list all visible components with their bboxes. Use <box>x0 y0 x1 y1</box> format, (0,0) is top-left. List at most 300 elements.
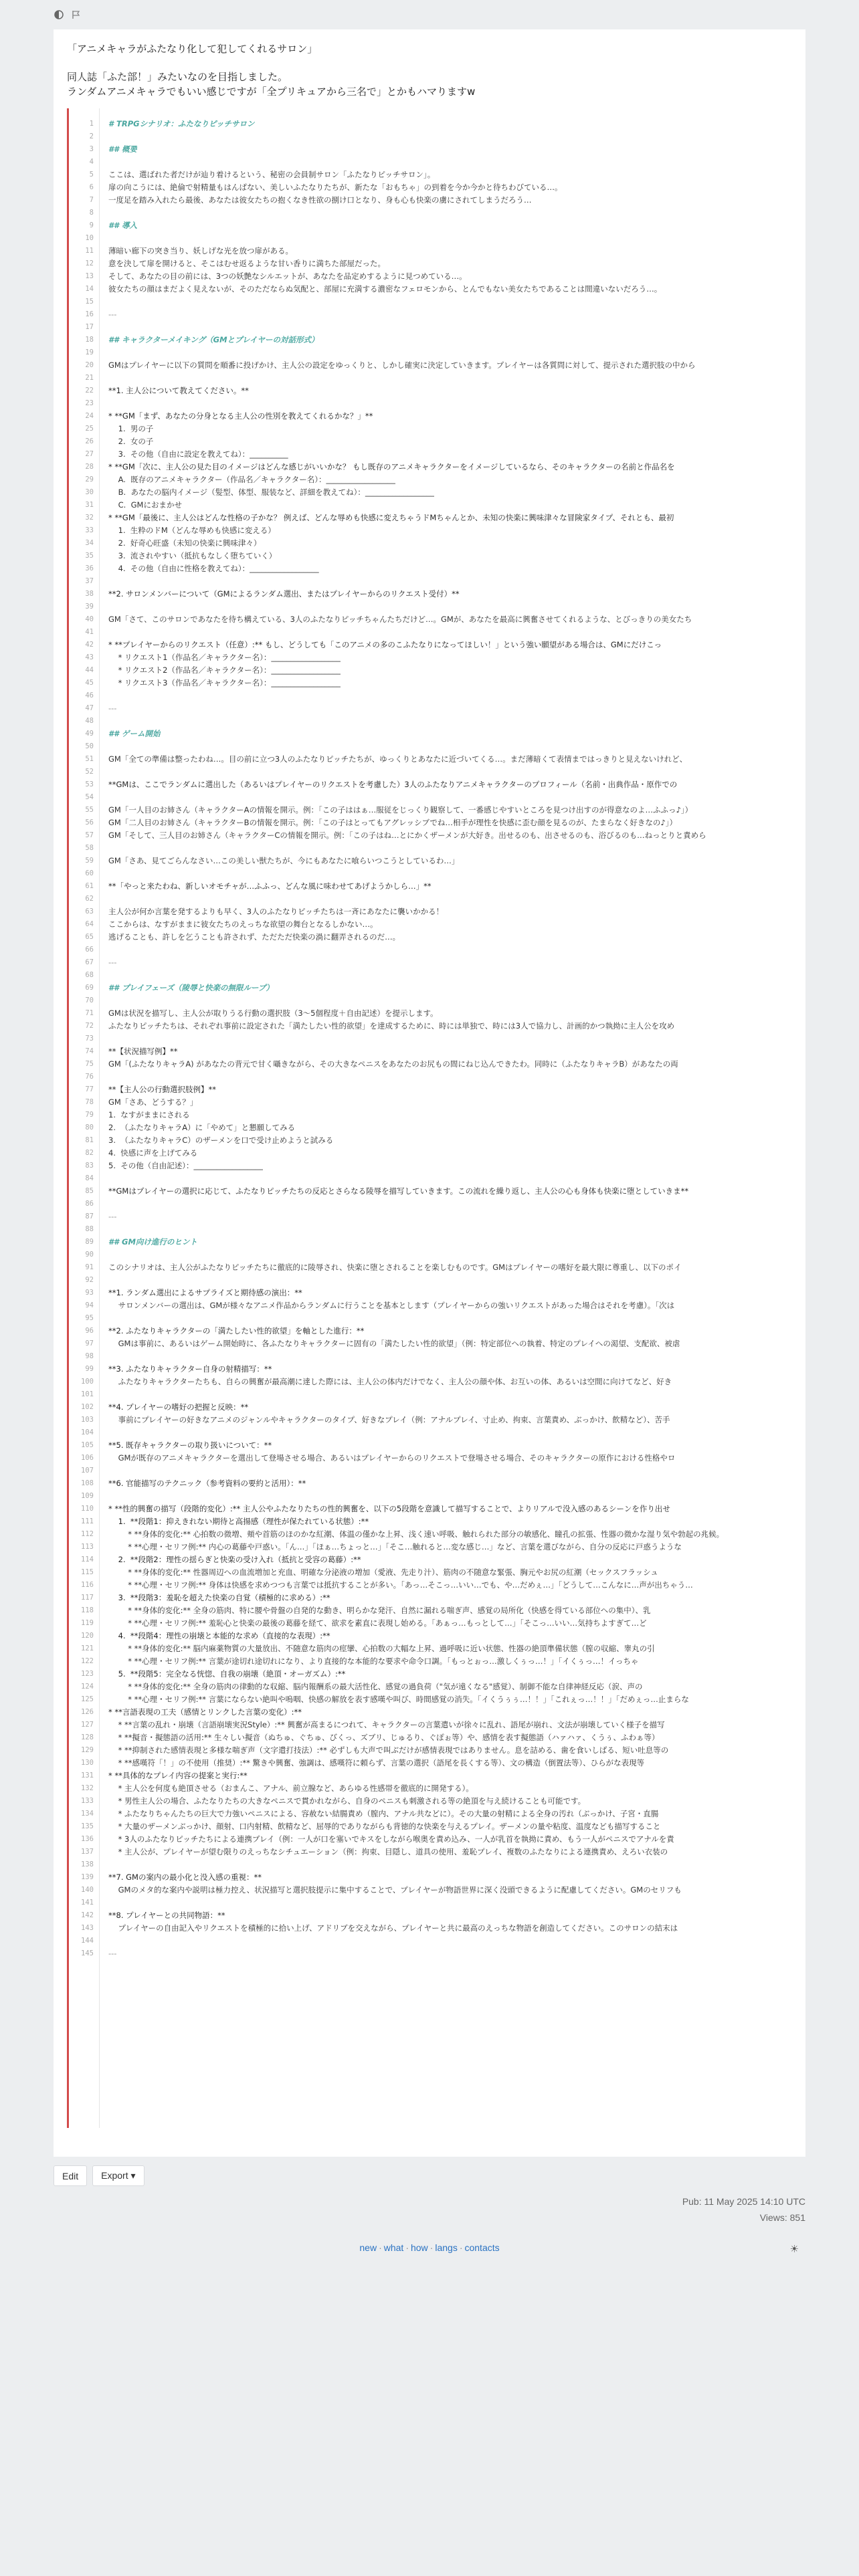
code-line <box>67 1947 792 1960</box>
code-line <box>67 1185 792 1198</box>
line-text: --- <box>108 704 117 713</box>
line-text: 2. 女の子 <box>108 437 154 446</box>
code-line <box>67 880 792 893</box>
line-text <box>99 601 108 613</box>
line-text <box>99 575 108 588</box>
line-text <box>99 1935 108 1947</box>
line-text: GMは状況を描写し、主人公が取りうる行動の選択肢（3〜5個程度＋自由記述）を提示します。 <box>108 1008 438 1018</box>
line-number: 66 <box>85 946 94 954</box>
line-text: * **身体的変化:** 全身の筋肉の律動的な収縮、脳内報酬系の最大活性化、感覚の過負荷（"気が遠くなる"感覚）、制御不能な自律神経反応（涙、声の <box>108 1682 643 1691</box>
line-number: 44 <box>85 666 94 674</box>
line-text: * **GM「最後に、主人公はどんな性格の子かな？ 例えば、どんな辱めも快感に変えちゃうドMちゃんとか、未知の快楽に興味津々な冒険家タイプ、それとも、最初 <box>108 513 674 522</box>
line-number: 102 <box>81 1403 94 1411</box>
line-text: GM「さあ、見てごらんなさい…この美しい獣たちが、今にもあなたに喰らいつこうとしているわ…」 <box>108 856 460 865</box>
line-text <box>99 207 108 219</box>
line-number: 124 <box>81 1683 94 1691</box>
line-number: 106 <box>81 1454 94 1462</box>
line-number: 121 <box>81 1644 94 1652</box>
line-text: **6. 官能描写のテクニック（参考資料の要約と活用）：** <box>108 1479 306 1488</box>
line-text: 逃げることも、許しを乞うことも許されず、ただただ快楽の渦に翻弄されるのだ…。 <box>108 932 401 942</box>
line-text: * **具体的なプレイ内容の提案と実行:** <box>108 1771 248 1780</box>
line-number: 67 <box>85 958 94 966</box>
code-line <box>67 334 792 346</box>
code-line <box>67 1465 792 1477</box>
code-line <box>67 1033 792 1045</box>
line-text: * **心理・セリフ例:** 言葉が途切れ途切れになり、より直接的な本能的な要求や命令口調。「もっとぉっ…激しくぅっ…！」「イくぅっ…！イっちゃ <box>108 1656 639 1666</box>
line-number: 26 <box>85 437 94 445</box>
line-number: 100 <box>81 1378 94 1386</box>
code-line <box>67 651 792 664</box>
line-text: 扉の向こうには、絶倫で射精量もはんぱない、美しいふたなりたちが、新たな「おもちゃ」の到着を今か今かと待ちわびている…。 <box>108 183 563 192</box>
line-number: 85 <box>85 1187 94 1195</box>
line-text: GM「全ての準備は整ったわね…。目の前に立つ3人のふたなりピッチたちが、ゆっくりとあなたに近づいてくる…。まだ薄暗くて表情まではっきりと見えないけれど、 <box>108 754 688 764</box>
line-text: **8. プレイヤーとの共同物語：** <box>108 1911 225 1920</box>
line-number: 123 <box>81 1670 94 1678</box>
line-number: 78 <box>85 1098 94 1106</box>
code-line <box>67 639 792 651</box>
line-text: **1. ランダム選出によるサプライズと期待感の演出：** <box>108 1288 302 1297</box>
line-text <box>99 296 108 308</box>
line-number: 64 <box>85 920 94 928</box>
line-number: 11 <box>85 247 94 255</box>
code-line <box>67 1731 792 1744</box>
line-number: 5 <box>89 171 94 179</box>
code-line <box>67 1198 792 1210</box>
line-text: * **身体的変化:** 全身の筋肉、特に腰や骨盤の自発的な動き、明らかな発汗、自然に漏れる喘ぎ声、感覚の局所化（快感を得ている部位への集中）、乳 <box>108 1606 651 1615</box>
code-line <box>67 1871 792 1884</box>
line-text: 一度足を踏み入れたら最後、あなたは彼女たちの抱くなき性欲の捌け口となり、身も心も快楽の虜にされてしまうだろう… <box>108 195 532 205</box>
line-text: ここは、選ばれた者だけが辿り着けるという、秘密の会員制サロン「ふたなりピッチサロン」。 <box>108 170 436 179</box>
line-text: ## GM向け進行のヒント <box>108 1237 197 1247</box>
line-text <box>99 1350 108 1363</box>
line-number: 98 <box>85 1352 94 1360</box>
line-text: * 主人公が、プレイヤーが望む限りのえっちなシチュエーション（例：拘束、目隠し、道具の使用、羞恥プレイ、複数のふたなりによる連携責め、えろい衣装の <box>108 1847 668 1856</box>
line-text: 1. **段階1：抑えきれない期待と高揚感（理性が保たれている状態）:** <box>108 1517 369 1526</box>
line-number: 53 <box>85 780 94 788</box>
line-text <box>99 689 108 702</box>
line-number: 25 <box>85 425 94 433</box>
code-line <box>67 728 792 740</box>
code-viewer[interactable] <box>67 108 792 2128</box>
code-line <box>67 804 792 817</box>
line-text: * **心理・セリフ例:** 身体は快感を求めつつも言葉では抵抗することが多い。「あっ…そこっ…いい…でも、や…だめぇ…」「どうして…こんなに…声が出ちゃう… <box>108 1580 693 1590</box>
code-line <box>67 385 792 397</box>
line-number: 90 <box>85 1251 94 1259</box>
code-line <box>67 1668 792 1681</box>
code-line <box>67 1172 792 1185</box>
code-line <box>67 855 792 867</box>
footer-link-contacts[interactable]: contacts <box>464 2242 500 2253</box>
line-number: 122 <box>81 1657 94 1665</box>
line-number: 99 <box>85 1365 94 1373</box>
line-number: 86 <box>85 1200 94 1208</box>
line-text: * **身体的変化:** 心拍数の微増、頬や首筋のほのかな紅潮、体温の僅かな上昇、浅く速い呼吸、触れられた部分の敏感化、瞳孔の拡張、性器の微かな湿り気や勃起の兆候。 <box>108 1529 725 1539</box>
line-number: 33 <box>85 526 94 534</box>
code-line <box>67 1414 792 1426</box>
line-number: 141 <box>81 1899 94 1907</box>
line-text: * リクエスト2（作品名／キャラクター名）：__________________ <box>108 665 341 675</box>
code-line <box>67 1299 792 1312</box>
code-line <box>67 1312 792 1325</box>
line-text <box>99 1249 108 1261</box>
code-line <box>67 194 792 207</box>
line-number: 92 <box>85 1276 94 1284</box>
line-text: このシナリオは、主人公がふたなりピッチたちに徹底的に陵辱され、快楽に堕とされることを楽しむものです。GMはプレイヤーの嗜好を最大限に尊重し、以下のポイ <box>108 1263 682 1272</box>
code-line <box>67 562 792 575</box>
line-number: 117 <box>81 1594 94 1602</box>
line-text: A. 既存のアニメキャラクター（作品名／キャラクター名）：__________________ <box>108 475 395 484</box>
line-number: 17 <box>85 323 94 331</box>
line-number: 145 <box>81 1949 94 1957</box>
code-line <box>67 1350 792 1363</box>
line-number: 51 <box>85 755 94 763</box>
code-line <box>67 219 792 232</box>
line-text <box>99 156 108 169</box>
code-line <box>67 1426 792 1439</box>
code-line <box>67 791 792 804</box>
line-number: 89 <box>85 1238 94 1246</box>
code-line <box>67 1757 792 1769</box>
line-text: * **抑制された感情表現と多様な喘ぎ声（文字遣打技法）:** 必ずしも大声で叫ぶだけが感情表現ではありません。息を詰める、歯を食いしばる、短い吐息等の <box>108 1745 669 1755</box>
line-text: * **心理・セリフ例:** 言葉にならない絶叫や嗚咽、快感の解放を表す感嘆や叫び、時間感覚の消失。「イくうぅぅ…！！」「これぇっ…！！」「だめぇっ…止まらな <box>108 1695 689 1704</box>
line-number: 142 <box>81 1911 94 1919</box>
line-number: 82 <box>85 1149 94 1157</box>
code-line <box>67 1681 792 1693</box>
paste-description-line-1: 同人誌「ふた部！」みたいなのを目指しました。 <box>67 71 288 83</box>
code-line <box>67 1287 792 1299</box>
line-text: **1. 主人公について教えてください。** <box>108 386 249 395</box>
line-number: 108 <box>81 1479 94 1487</box>
line-text: 彼女たちの顔はまだよく見えないが、そのただならぬ気配と、部屋に充満する濃密なフェロモンから、とんでもない美女たちであることは間違いないだろう…。 <box>108 284 662 294</box>
code-line <box>67 118 792 130</box>
code-line <box>67 588 792 601</box>
line-number: 77 <box>85 1085 94 1093</box>
line-text: * **GM「次に、主人公の見た目のイメージはどんな感じがいいかな？ もし既存のアニメキャラクターをイメージしているなら、そのキャラクターの名前と作品名を <box>108 462 675 471</box>
line-number: 116 <box>81 1581 94 1589</box>
line-text: * **擬音・擬態語の活用:** 生々しい擬音（ぬちゅ、ぐちゅ、びくっ、ズブリ、じゅるり、ぐぽぉ等）や、感情を表す擬態語（ハァハァ、くうぅ、ふわぁ等） <box>108 1733 660 1742</box>
line-text: **2. サロンメンバーについて（GMによるランダム選出、またはプレイヤーからのリクエスト受付）** <box>108 589 460 599</box>
line-number: 130 <box>81 1759 94 1767</box>
line-number: 56 <box>85 819 94 827</box>
code-lines <box>67 118 792 1960</box>
line-number: 68 <box>85 971 94 979</box>
line-number: 134 <box>81 1810 94 1818</box>
code-line <box>67 1782 792 1795</box>
line-number: 42 <box>85 641 94 649</box>
code-line <box>67 372 792 385</box>
line-number: 32 <box>85 514 94 522</box>
code-line <box>67 1642 792 1655</box>
footer-separator: · <box>405 2242 409 2253</box>
line-text <box>99 1858 108 1871</box>
line-text: **GMは、ここでランダムに選出した（あるいはプレイヤーのリクエストを考慮した）3人のふたなりアニメキャラクターのプロフィール（名前・出典作品・原作での <box>108 780 678 789</box>
line-number: 50 <box>85 742 94 750</box>
code-line <box>67 270 792 283</box>
code-line <box>67 1109 792 1121</box>
line-number: 70 <box>85 996 94 1004</box>
code-line <box>67 537 792 550</box>
sun-icon[interactable]: ☀ <box>789 2243 799 2255</box>
line-text: B. あなたの脳内イメージ（髪型、体型、服装など、詳細を教えてね）：__________________ <box>108 488 435 497</box>
line-number: 22 <box>85 387 94 395</box>
line-number: 87 <box>85 1212 94 1220</box>
line-number: 31 <box>85 501 94 509</box>
line-number: 83 <box>85 1162 94 1170</box>
line-number: 30 <box>85 488 94 496</box>
code-line <box>67 1071 792 1083</box>
code-line <box>67 931 792 944</box>
code-line <box>67 1363 792 1376</box>
line-number: 49 <box>85 730 94 738</box>
code-line <box>67 613 792 626</box>
line-number: 62 <box>85 895 94 903</box>
line-number: 28 <box>85 463 94 471</box>
code-line <box>67 346 792 359</box>
line-number: 57 <box>85 831 94 839</box>
code-line <box>67 1769 792 1782</box>
line-number: 94 <box>85 1301 94 1309</box>
line-text: **5. 既存キャラクターの取り扱いについて：** <box>108 1440 272 1450</box>
line-text: **2. ふたなりキャラクターの「満たしたい性的欲望」を軸とした進行：** <box>108 1326 365 1335</box>
line-text: 3. その他（自由に設定を教えてね）：__________ <box>108 449 288 459</box>
line-text <box>99 944 108 956</box>
line-number: 35 <box>85 552 94 560</box>
code-line <box>67 283 792 296</box>
line-number: 3 <box>89 145 94 153</box>
export-button[interactable]: Export ▾ <box>92 2165 144 2186</box>
line-text: --- <box>108 958 117 967</box>
line-text <box>99 397 108 410</box>
line-number: 103 <box>81 1416 94 1424</box>
line-text: **【状況描写例】** <box>108 1047 178 1056</box>
line-text: GM「さあ、どうする？」 <box>108 1097 198 1107</box>
line-text: GM「一人目のお姉さん（キャラクターAの情報を開示。例：「この子ははぁ…服従をじっくり観察して、一番感じやすいところを見つけ出すのが得意なのよ…ふふっ♪」） <box>108 805 693 815</box>
line-number: 29 <box>85 475 94 484</box>
line-text: **【主人公の行動選択肢例】** <box>108 1085 216 1094</box>
line-number: 101 <box>81 1390 94 1398</box>
line-text <box>99 715 108 728</box>
code-line <box>67 181 792 194</box>
code-line <box>67 740 792 753</box>
code-line <box>67 1706 792 1719</box>
line-text <box>99 842 108 855</box>
line-text: そして、あなたの目の前には、3つの妖艶なシルエットが、あなたを品定めするように見つめている…。 <box>108 272 467 281</box>
code-line <box>67 1477 792 1490</box>
code-line <box>67 1337 792 1350</box>
code-line <box>67 1096 792 1109</box>
line-text: ここからは、なすがままに彼女たちのえっちな欲望の舞台となるしかない…。 <box>108 920 378 929</box>
line-number: 60 <box>85 869 94 877</box>
line-text: * 3人のふたなりピッチたちによる連携プレイ（例：一人が口を塞いでキスをしながら喉奥を責め込み、一人が乳首を執拗に責め、もう一人がペニスでアナルを責 <box>108 1834 674 1844</box>
line-text: * **身体的変化:** 性器周辺への血流増加と充血、明確な分泌液の増加（愛液、先走り汁）、筋肉の不随意な緊張、胸元やお尻の紅潮（セックスフラッシュ <box>108 1568 658 1577</box>
line-number: 46 <box>85 691 94 700</box>
line-text <box>99 1172 108 1185</box>
line-number: 38 <box>85 590 94 598</box>
view-count: Views: 851 <box>759 2212 805 2223</box>
top-toolbar <box>54 7 82 23</box>
line-number: 54 <box>85 793 94 801</box>
line-number: 2 <box>89 132 94 140</box>
footer-link-what[interactable]: what <box>383 2242 404 2253</box>
code-line <box>67 969 792 982</box>
line-text: GM「そして、三人目のお姉さん（キャラクターCの情報を開示。例：「この子はね…とにかくザーメンが大好き。出せるのも、出させるのも、浴びるのも…ねっとりと責めら <box>108 831 706 840</box>
code-line <box>67 1121 792 1134</box>
line-number: 137 <box>81 1848 94 1856</box>
footer-separator: · <box>459 2242 463 2253</box>
code-line <box>67 1858 792 1871</box>
code-line <box>67 575 792 588</box>
footer-link-langs[interactable]: langs <box>435 2242 458 2253</box>
code-line <box>67 1579 792 1592</box>
code-line <box>67 461 792 473</box>
line-text: 主人公が何か言葉を発するよりも早く、3人のふたなりピッチたちは一斉にあなたに襲いかかる！ <box>108 907 444 916</box>
code-line <box>67 1617 792 1630</box>
publish-date: Pub: 11 May 2025 14:10 UTC <box>682 2196 805 2207</box>
line-number: 71 <box>85 1009 94 1017</box>
code-line <box>67 410 792 423</box>
code-line <box>67 207 792 219</box>
line-number: 81 <box>85 1136 94 1144</box>
line-number: 128 <box>81 1733 94 1741</box>
line-text: 4. 快感に声を上げてみる <box>108 1148 198 1158</box>
line-number: 34 <box>85 539 94 547</box>
code-line <box>67 1439 792 1452</box>
line-text <box>99 766 108 778</box>
theme-half-circle-icon[interactable] <box>54 9 64 20</box>
line-text <box>99 1033 108 1045</box>
code-line <box>67 753 792 766</box>
code-line <box>67 1795 792 1808</box>
line-text: 2. （ふたなりキャラA）に「やめて」と懇願してみる <box>108 1123 296 1132</box>
line-number: 119 <box>81 1619 94 1627</box>
line-number: 132 <box>81 1784 94 1792</box>
line-number: 97 <box>85 1339 94 1348</box>
code-line <box>67 1388 792 1401</box>
code-line <box>67 778 792 791</box>
line-text: 2. **段階2：理性の揺らぎと快楽の受け入れ（抵抗と受容の葛藤）:** <box>108 1555 361 1564</box>
line-text: * **心理・セリフ例:** 内心の葛藤や戸惑い。「ん…」「ほぁ…ちょっと…」「そこ…触れると…変な感じ…」など、言葉を選びながら、自分の反応に戸惑うような <box>108 1542 682 1551</box>
line-text: * **プレイヤーからのリクエスト（任意）:** もし、どうしても「このアニメの多のこふたなりになってほしい！」という強い願望がある場合は、GMにだけこっ <box>108 640 662 649</box>
code-line <box>67 1249 792 1261</box>
code-line <box>67 1160 792 1172</box>
line-text: * **身体的変化:** 脳内麻薬物質の大量放出、不随意な筋肉の痙攣、心拍数の大幅な上昇、過呼吸に近い状態、性器の絶頂準備状態（膣の収縮、睾丸の引 <box>108 1644 655 1653</box>
code-line <box>67 842 792 855</box>
flag-icon[interactable] <box>71 9 82 20</box>
line-text: 5. **段階5：完全なる恍惚、自我の崩壊（絶頂・オーガズム）:** <box>108 1669 346 1679</box>
line-number: 21 <box>85 374 94 382</box>
line-number: 6 <box>89 183 94 191</box>
line-number: 140 <box>81 1886 94 1894</box>
line-number: 107 <box>81 1467 94 1475</box>
line-number: 135 <box>81 1822 94 1830</box>
code-line <box>67 1630 792 1642</box>
line-text: * **感嘆符「！」の不使用（推奨）:** 驚きや興奮、強調は、感嘆符に頼らず、言葉の選択（語尾を長くする等）、文の構造（倒置法等）、ひらがな表現等 <box>108 1758 645 1767</box>
line-number: 125 <box>81 1695 94 1703</box>
line-number: 131 <box>81 1772 94 1780</box>
line-text: GM「(ふたなりキャラA) があなたの背元で甘く囁きながら、その大きなペニスをあなたのお尻もの間にねじ込んできたわ。同時に（ふたなりキャラB）があなたの両 <box>108 1059 678 1069</box>
line-number: 126 <box>81 1708 94 1716</box>
code-line <box>67 1566 792 1579</box>
line-number: 14 <box>85 285 94 293</box>
code-line <box>67 130 792 143</box>
line-text: GM「二人目のお姉さん（キャラクターBの情報を開示。例：「この子はとってもアグレッシブでね…相手が理性を快感に歪む顔を見るのが、たまらなく好きなの♪」） <box>108 818 677 827</box>
line-text: * リクエスト1（作品名／キャラクター名）：__________________ <box>108 653 341 662</box>
line-text: 3. （ふたなりキャラC）のザーメンを口で受け止めようと試みる <box>108 1136 334 1145</box>
line-text <box>99 1071 108 1083</box>
line-text: * **性的興奮の描写（段階的変化）:** 主人公やふたなりたちの性的興奮を、以下の5段階を意識して描写することで、よりリアルで没入感のあるシーンを作り出せ <box>108 1504 670 1513</box>
line-number: 65 <box>85 933 94 941</box>
line-number: 96 <box>85 1327 94 1335</box>
line-number: 74 <box>85 1047 94 1055</box>
line-number: 138 <box>81 1860 94 1868</box>
code-line <box>67 1592 792 1604</box>
code-line <box>67 1045 792 1058</box>
line-number: 37 <box>85 577 94 585</box>
code-line <box>67 448 792 461</box>
line-number: 143 <box>81 1924 94 1932</box>
line-text: **3. ふたなりキャラクター自身の射精描写：** <box>108 1364 272 1374</box>
line-number: 36 <box>85 564 94 572</box>
code-line <box>67 1884 792 1897</box>
line-text <box>99 1223 108 1236</box>
footer-separator: · <box>430 2242 434 2253</box>
code-line <box>67 867 792 880</box>
line-text: * **言葉の乱れ・崩壊（言語崩壊実況Style）:** 興奮が高まるにつれて、キャラクターの言葉遣いが徐々に乱れ、語尾が崩れ、文法が崩壊していく様子を描写 <box>108 1720 665 1729</box>
line-text: 4. **段階4：理性の崩壊と本能的な求め（直接的な表現）:** <box>108 1631 330 1640</box>
line-text: プレイヤーの自由記入やリクエストを積極的に拾い上げ、アドリブを交えながら、プレイヤーと共に最高のえっちな物語を創造してください。このサロンの結末は <box>108 1923 678 1933</box>
line-number: 19 <box>85 348 94 356</box>
line-text <box>99 994 108 1007</box>
line-text: ふたなりピッチたちは、それぞれ事前に設定された「満たしたい性的欲望」を達成するために、時には単独で、時には3人で協力し、計画的かつ執拗に主人公を攻め <box>108 1021 675 1031</box>
line-number: 79 <box>85 1111 94 1119</box>
line-number: 112 <box>81 1530 94 1538</box>
code-line <box>67 1808 792 1820</box>
code-line <box>67 1541 792 1553</box>
footer-link-how[interactable]: how <box>410 2242 428 2253</box>
line-number: 9 <box>89 221 94 229</box>
line-number: 127 <box>81 1721 94 1729</box>
code-line <box>67 1210 792 1223</box>
line-number: 45 <box>85 679 94 687</box>
line-text: C. GMにおまかせ <box>108 500 182 510</box>
code-line <box>67 1490 792 1503</box>
line-text <box>99 969 108 982</box>
line-number: 16 <box>85 310 94 318</box>
code-line <box>67 1820 792 1833</box>
code-line <box>67 423 792 435</box>
line-text: 3. **段階3：羞恥を超えた快楽の自覚（積極的に求める）:** <box>108 1593 330 1602</box>
code-line <box>67 1897 792 1909</box>
line-text: 薄暗い廊下の突き当り、妖しげな光を放つ扉がある。 <box>108 246 293 255</box>
code-line <box>67 435 792 448</box>
code-line <box>67 156 792 169</box>
line-text: GMはプレイヤーに以下の質問を順番に投げかけ、主人公の設定をゆっくりと、しかし確実に決定していきます。プレイヤーは各質問に対して、提示された選択肢の中から <box>108 360 696 370</box>
code-line <box>67 1020 792 1033</box>
line-text <box>99 130 108 143</box>
line-number: 73 <box>85 1035 94 1043</box>
line-text <box>99 1426 108 1439</box>
line-number: 40 <box>85 615 94 623</box>
code-line <box>67 677 792 689</box>
footer-link-new[interactable]: new <box>359 2242 377 2253</box>
line-text <box>99 1490 108 1503</box>
line-text <box>99 346 108 359</box>
edit-button[interactable]: Edit <box>54 2165 87 2186</box>
line-number: 113 <box>81 1543 94 1551</box>
line-number: 111 <box>81 1517 94 1525</box>
line-text: **GMはプレイヤーの選択に応じて、ふたなりピッチたちの反応とさらなる陵辱を描写していきます。この流れを繰り返し、主人公の心も身体も快楽に堕としていきま** <box>108 1186 689 1196</box>
line-text <box>99 1897 108 1909</box>
